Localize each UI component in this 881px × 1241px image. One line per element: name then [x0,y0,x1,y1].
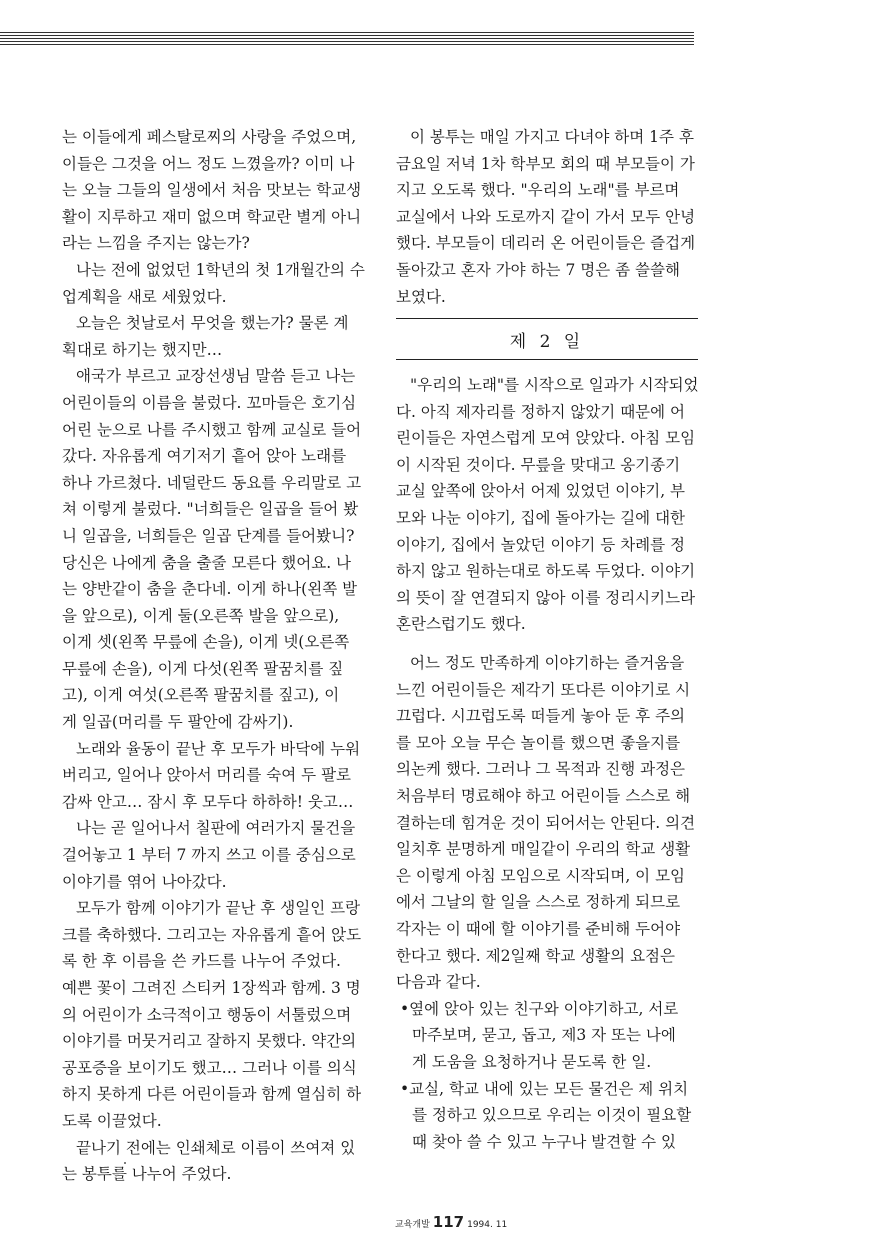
text-line: •교실, 학교 내에 있는 모든 물건은 제 위치 [400,1079,689,1098]
text-line: 이들은 그것을 어느 정도 느꼈을까? 이미 나 [62,154,355,173]
text-line: 어린이들의 이름을 불렀다. 꼬마들은 호기심 [62,393,357,412]
text-line: 니 일곱을, 너희들은 일곱 단계를 들어봤니? [62,526,355,545]
header-rule-3 [0,38,694,39]
footer-journal: 교육개발 [395,1220,430,1230]
text-line: 돌아갔고 혼자 가야 하는 7 명은 좀 쓸쓸해 [396,260,680,279]
text-line: 각자는 이 때에 할 이야기를 준비해 두어야 [396,919,681,938]
header-rule-5 [0,44,694,45]
text-line: 혼란스럽기도 했다. [396,615,526,634]
left-column [62,124,365,1188]
text-line: 라는 느낌을 주지는 않는가? [62,234,250,253]
text-line: 를 정하고 있으므로 우리는 이것이 필요할 [412,1106,692,1125]
text-line: 어린 눈으로 나를 주시했고 함께 교실로 들어 [62,420,362,439]
text-line: 애국가 부르고 교장선생님 말씀 듣고 나는 [76,367,356,386]
text-line: 한다고 했다. 제2일째 학교 생활의 요점은 [396,946,675,965]
text-line: 노래와 율동이 끝난 후 모두가 바닥에 누워 [76,739,361,758]
text-line: 걸어놓고 1 부터 7 까지 쓰고 이를 중심으로 [62,846,356,865]
right-column-top [396,124,697,310]
text-line: 교실에서 나와 도로까지 같이 가서 모두 안녕 [396,207,696,226]
text-line: 는 이들에게 페스탈로찌의 사랑을 주었으며, [62,128,357,146]
text-line: 록 한 후 이름을 쓴 카드를 나누어 주었다. [62,952,341,971]
text-line: 공포증을 보이기도 했고… 그러나 이를 의식 [62,1058,357,1077]
text-line: 이 봉투는 매일 가지고 다녀야 하며 1주 후 [410,128,694,146]
right-column-paragraph-1 [396,372,697,638]
text-line: 나는 곧 일어나서 칠판에 여러가지 물건을 [76,819,356,838]
text-line: 하지 못하게 다른 어린이들과 함께 열심히 하 [62,1085,362,1104]
text-line: 는 봉투를 나누어 주었다. [62,1165,232,1184]
text-line: 마주보며, 묻고, 돕고, 제3 자 또는 나에 [412,1026,676,1045]
text-line: 획대로 하기는 했지만… [62,340,223,359]
text-line: 는 양반같이 춤을 춘다네. 이게 하나(왼쪽 발 [62,580,358,599]
text-line: 도록 이끌었다. [62,1111,162,1130]
text-line: 느낀 어린이들은 제각기 또다른 이야기로 시 [396,680,691,699]
text-line: 다음과 같다. [396,973,481,992]
section-heading [396,318,698,360]
header-rule-4 [0,41,694,42]
text-line: 오늘은 첫날로서 무엇을 했는가? 물론 계 [76,314,349,333]
text-line: 활이 지루하고 재미 없으며 학교란 별게 아니 [62,207,362,226]
text-line: 처음부터 명료해야 하고 어린이들 스스로 해 [396,786,691,805]
text-line: 이야기를 엮어 나아갔다. [62,872,227,891]
page-footer [395,1213,507,1231]
footer-date: 1994. 11 [467,1220,508,1230]
text-line: 때 찾아 쓸 수 있고 누구나 발견할 수 있 [412,1132,677,1151]
text-line: 크를 축하했다. 그리고는 자유롭게 흩어 앉도 [62,925,362,944]
text-line: 끝나기 전에는 인쇄체로 이름이 쓰여져 있 [76,1138,356,1157]
text-line: 예쁜 꽃이 그려진 스티커 1장씩과 함께. 3 명 [62,979,361,997]
text-line: 했다. 부모들이 데리러 온 어린이들은 즐겁게 [396,234,696,253]
text-line: 이야기, 집에서 놀았던 이야기 등 차례를 정 [396,535,686,554]
header-rule-2 [0,35,694,36]
text-line: 이 시작된 것이다. 무릎을 맞대고 옹기종기 [396,455,681,474]
print-speck [124,1162,126,1164]
text-line: 린이들은 자연스럽게 모여 앉았다. 아침 모임 [396,429,696,448]
header-rule-1 [0,32,694,33]
text-line: 당신은 나에게 춤을 출줄 모른다 했어요. 나 [62,553,352,572]
text-line: 금요일 저녁 1차 학부모 회의 때 부모들이 가 [396,154,695,173]
text-line: 끄럽다. 시끄럽도록 떠들게 놓아 둔 후 주의 [396,707,686,726]
text-line: 모와 나눈 이야기, 집에 돌아가는 길에 대한 [396,508,686,527]
text-line: 고), 이게 여섯(오른쪽 팔꿈치를 짚고), 이 [62,686,340,705]
text-line: •옆에 앉아 있는 친구와 이야기하고, 서로 [400,999,679,1018]
text-line: 교실 앞쪽에 앉아서 어제 있었던 이야기, 부 [396,482,686,501]
text-line: 을 앞으로), 이게 둘(오른쪽 발을 앞으로), [62,606,340,625]
text-line: 다. 아직 제자리를 정하지 않았기 때문에 어 [396,402,686,421]
text-line: 의논케 했다. 그러나 그 목적과 진행 과정은 [396,760,686,779]
text-line: 하지 않고 원하는대로 하도록 두었다. 이야기 [396,562,696,581]
text-line: 지고 오도록 했다. "우리의 노래"를 부르며 [396,181,680,200]
text-line: 은 이렇게 아침 모임으로 시작되며, 이 모임 [396,866,686,885]
text-line: 게 도움을 요청하거나 묻도록 한 일. [412,1052,652,1071]
text-line: 쳐 이렇게 불렀다. "너희들은 일곱을 들어 봤 [62,500,359,519]
text-line: 결하는데 힘겨운 것이 되어서는 안된다. 의견 [396,813,696,832]
text-line: 의 어린이가 소극적이고 행동이 서툴렀으며 [62,1005,352,1024]
text-line: 어느 정도 만족하게 이야기하는 즐거움을 [410,654,685,672]
text-line: 일치후 분명하게 매일같이 우리의 학교 생활 [396,840,691,859]
text-line: 나는 전에 없었던 1학년의 첫 1개월간의 수 [76,260,365,279]
text-line: 게 일곱(머리를 두 팔안에 감싸기). [62,713,294,732]
text-line: 무릎에 손을), 이게 다섯(왼쪽 팔꿈치를 짚 [62,659,344,678]
text-line: 의 뜻이 잘 연결되지 않아 이를 정리시키느라 [396,588,696,607]
text-line: 에서 그날의 할 일을 스스로 정하게 되므로 [396,893,681,912]
text-line: 감싸 안고… 잠시 후 모두다 하하하! 웃고… [62,792,354,811]
text-line: "우리의 노래"를 시작으로 일과가 시작되었 [410,376,699,394]
text-line: 이야기를 머뭇거리고 잘하지 못했다. 약간의 [62,1032,357,1051]
text-line: 하나 가르쳤다. 네덜란드 동요를 우리말로 고 [62,473,362,492]
section-title: 제 2 일 [509,331,585,352]
text-line: 모두가 함께 이야기가 끝난 후 생일인 프랑 [76,899,361,918]
text-line: 이게 셋(왼쪽 무릎에 손을), 이게 넷(오른쪽 [62,633,350,652]
text-line: 보였다. [396,287,446,306]
text-line: 갔다. 자유롭게 여기저기 흩어 앉아 노래를 [62,447,347,466]
text-line: 버리고, 일어나 앉아서 머리를 숙여 두 팔로 [62,766,352,785]
text-line: 업계획을 새로 세웠었다. [62,287,227,306]
text-line: 를 모아 오늘 무슨 놀이를 했으면 좋을지를 [396,733,681,752]
text-line: 는 오늘 그들의 일생에서 처음 맛보는 학교생 [62,181,362,200]
right-column-paragraph-2 [396,650,697,1155]
page-number: 117 [432,1213,465,1231]
